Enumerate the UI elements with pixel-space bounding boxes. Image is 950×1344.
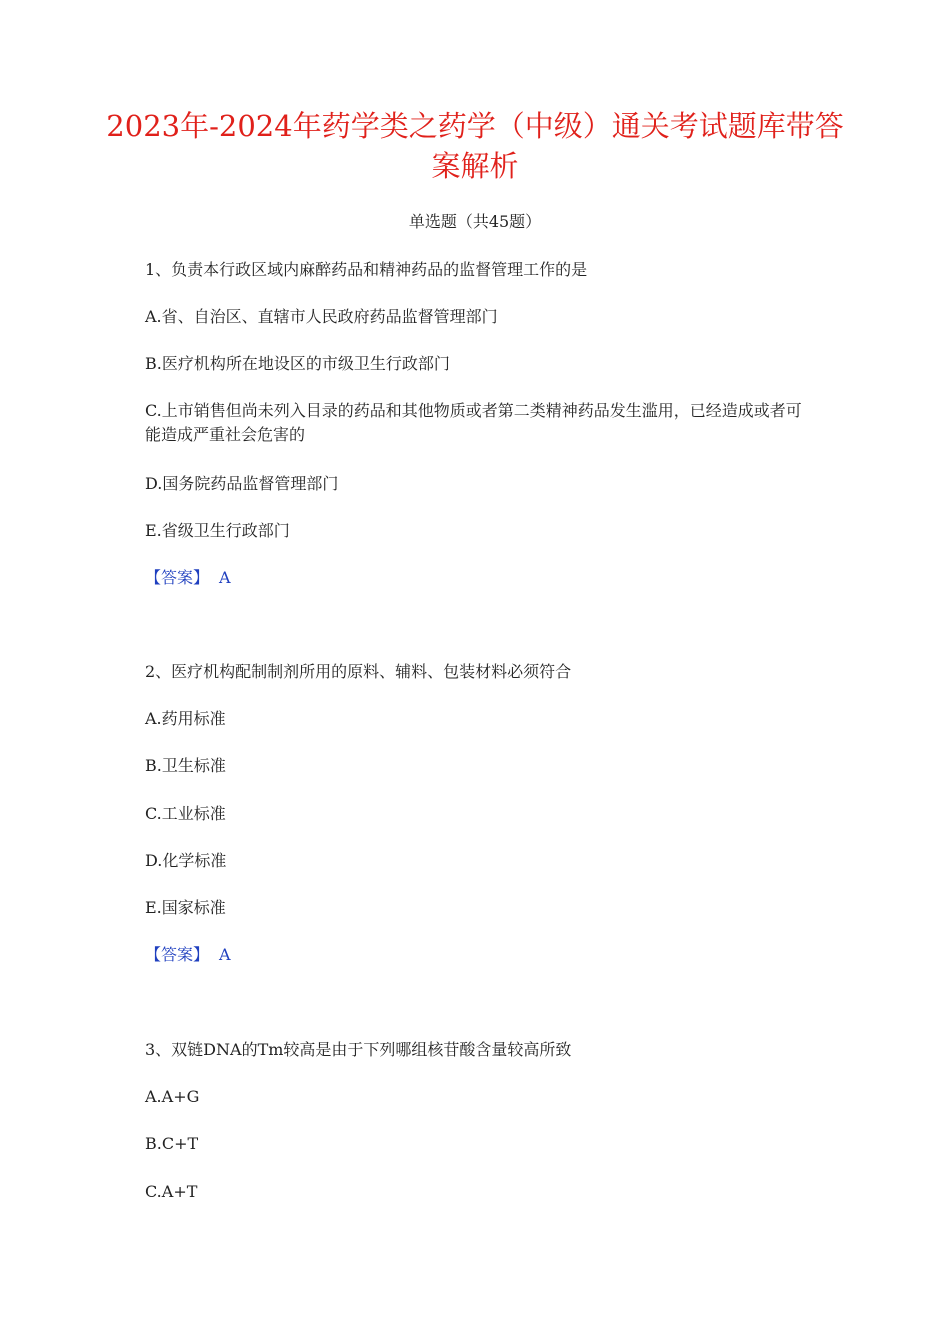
option-c: C.上市销售但尚未列入目录的药品和其他物质或者第二类精神药品发生滥用，已经造成或者可能造成严重社会危害的: [145, 401, 802, 444]
option-b: B.卫生标准: [145, 756, 226, 775]
question-stem: 1、负责本行政区域内麻醉药品和精神药品的监督管理工作的是: [145, 260, 588, 279]
option-a: A.药用标准: [145, 709, 226, 728]
document-title: 2023年-2024年药学类之药学（中级）通关考试题库带答案解析: [106, 109, 844, 183]
question-stem: 2、医疗机构配制制剂所用的原料、辅料、包装材料必须符合: [145, 662, 572, 681]
option-c: C.A+T: [145, 1182, 198, 1201]
option-d: D.化学标准: [145, 851, 227, 870]
answer-line: [145, 566, 815, 590]
section-heading: 单选题（共45题）: [408, 212, 542, 231]
option-a: A.省、自治区、直辖市人民政府药品监督管理部门: [145, 307, 498, 326]
option-d: D.国务院药品监督管理部门: [145, 474, 339, 493]
option-c: C.工业标准: [145, 804, 226, 823]
answer-label: 【答案】: [145, 568, 210, 587]
answer-label: 【答案】: [145, 945, 210, 964]
answer-value: A: [219, 945, 231, 964]
option-a: A.A+G: [145, 1087, 200, 1106]
question-stem: 3、双链DNA的Tm较高是由于下列哪组核苷酸含量较高所致: [145, 1040, 572, 1059]
option-e: E.国家标准: [145, 898, 226, 917]
option-b: B.C+T: [145, 1134, 199, 1153]
option-b: B.医疗机构所在地设区的市级卫生行政部门: [145, 354, 450, 373]
answer-line: [145, 943, 815, 967]
answer-value: A: [219, 568, 231, 587]
option-e: E.省级卫生行政部门: [145, 521, 290, 540]
